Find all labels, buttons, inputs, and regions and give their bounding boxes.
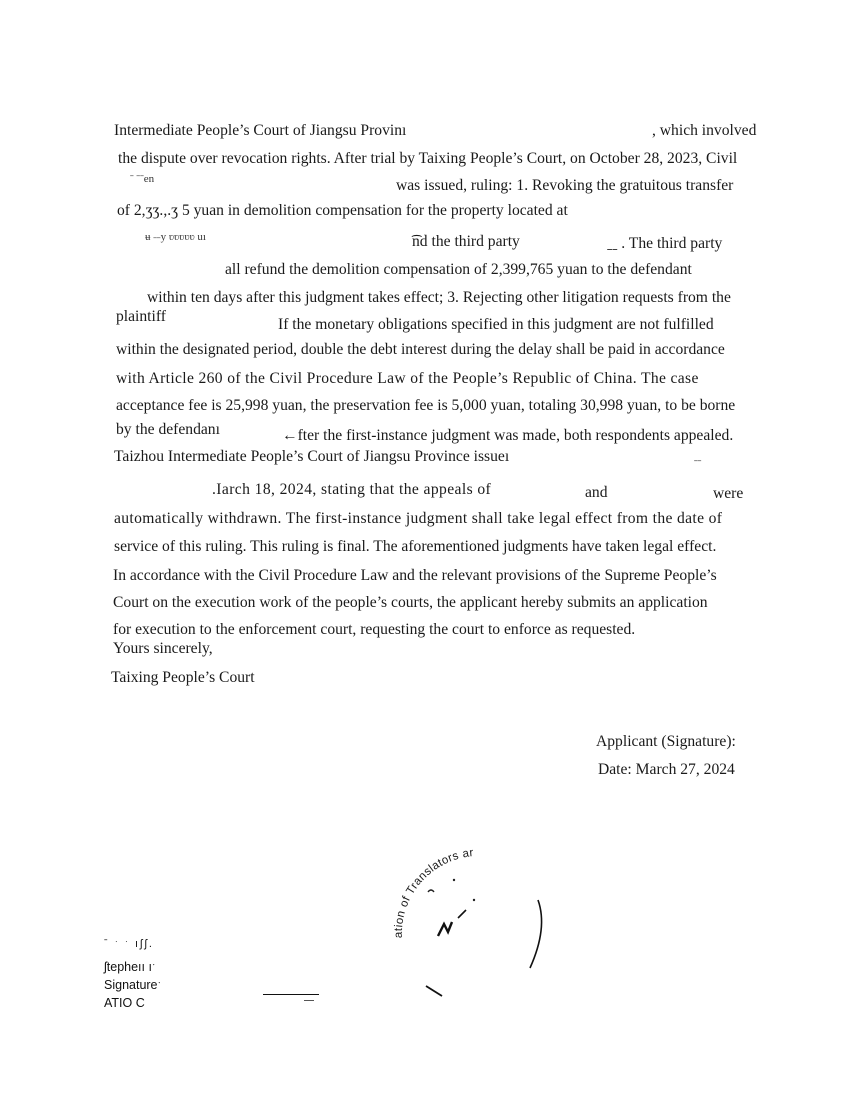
translator-signature-label: Signatureˑ (104, 978, 161, 992)
text-line-6: all refund the demolition compensation of 2,399,765 yuan to the defendant (225, 261, 692, 278)
text-line-18: Court on the execution work of the people’s courts, the applicant hereby submits an application (113, 594, 708, 611)
document-date: Date: March 27, 2024 (598, 761, 735, 778)
text-line-9: within the designated period, double the debt interest during the delay shall be paid in accordance (116, 341, 725, 358)
text-line-14: .Iarch 18, 2024, stating that the appeals of (212, 481, 492, 498)
text-line-1: Intermediate People’s Court of Jiangsu Provinı (114, 122, 407, 139)
text-line-8-right: If the monetary obligations specified in this judgment are not fulfilled (278, 316, 714, 333)
text-line-12-right: ←fter the first-instance judgment was made, both respondents appealed. (282, 427, 734, 444)
text-line-2: the dispute over revocation rights. After trial by Taixing People’s Court, on October 28, 2023, Civil (118, 150, 738, 167)
text-line-16: service of this ruling. This ruling is final. The aforementioned judgments have taken legal effect. (114, 538, 717, 555)
translator-line-1: ˉ ˑ ˑ ıʃʃ. (104, 938, 154, 950)
addressee-text: Taixing People’s Court (111, 669, 255, 686)
text-line-12: by the defendanı (116, 421, 220, 438)
text-line-5: ͡nd the third party (412, 233, 520, 250)
redacted-fragment-5: ʉ ˗˗y ʋʋʋʋʋ uı (145, 231, 206, 243)
translator-line-2: ʃtepheıı ıˑ (104, 960, 156, 974)
applicant-signature-label: Applicant (Signature): (596, 733, 736, 750)
signature-line (263, 994, 319, 995)
text-line-7: within ten days after this judgment takes effect; 3. Rejecting other litigation requests from the (147, 289, 731, 306)
redacted-fragment-3: ˉ ˉˉen (130, 173, 155, 185)
signature-line-mark (304, 1000, 314, 1001)
text-line-11: acceptance fee is 25,998 yuan, the preservation fee is 5,000 yuan, totaling 30,998 yuan, to be borne (116, 397, 736, 414)
text-line-15: automatically withdrawn. The first-instance judgment shall take legal effect from the date of (114, 510, 723, 527)
translator-seal (388, 848, 558, 998)
translator-line-4: ATIO C (104, 996, 145, 1010)
text-line-14-right: were (713, 485, 744, 502)
text-line-5-right: ˍˍ . The third party (607, 235, 723, 252)
text-line-14-mid: and (585, 484, 608, 501)
seal-graphic (388, 848, 558, 998)
text-line-13: Taizhou Intermediate People’s Court of Jiangsu Province issueı (114, 448, 510, 465)
text-line-17: In accordance with the Civil Procedure Law and the relevant provisions of the Supreme People’s (113, 567, 717, 584)
text-line-13-right: ˗˗ (694, 454, 702, 466)
text-line-19: for execution to the enforcement court, requesting the court to enforce as requested. (113, 621, 636, 638)
seal-arc-text: ation of Translators ar (392, 848, 475, 939)
text-line-3: was issued, ruling: 1. Revoking the gratuitous transfer (396, 177, 734, 194)
text-line-10: with Article 260 of the Civil Procedure Law of the People’s Republic of China. The case (116, 370, 699, 387)
text-line-4: of 2,ʒʒ.,.ʒ 5 yuan in demolition compensation for the property located at (117, 202, 568, 219)
text-line-1-right: , which involved (652, 122, 757, 139)
svg-text:ation of Translators ar (393, 848, 474, 938)
closing-text: Yours sincerely, (113, 640, 213, 657)
text-line-8: plaintiff (116, 308, 166, 325)
